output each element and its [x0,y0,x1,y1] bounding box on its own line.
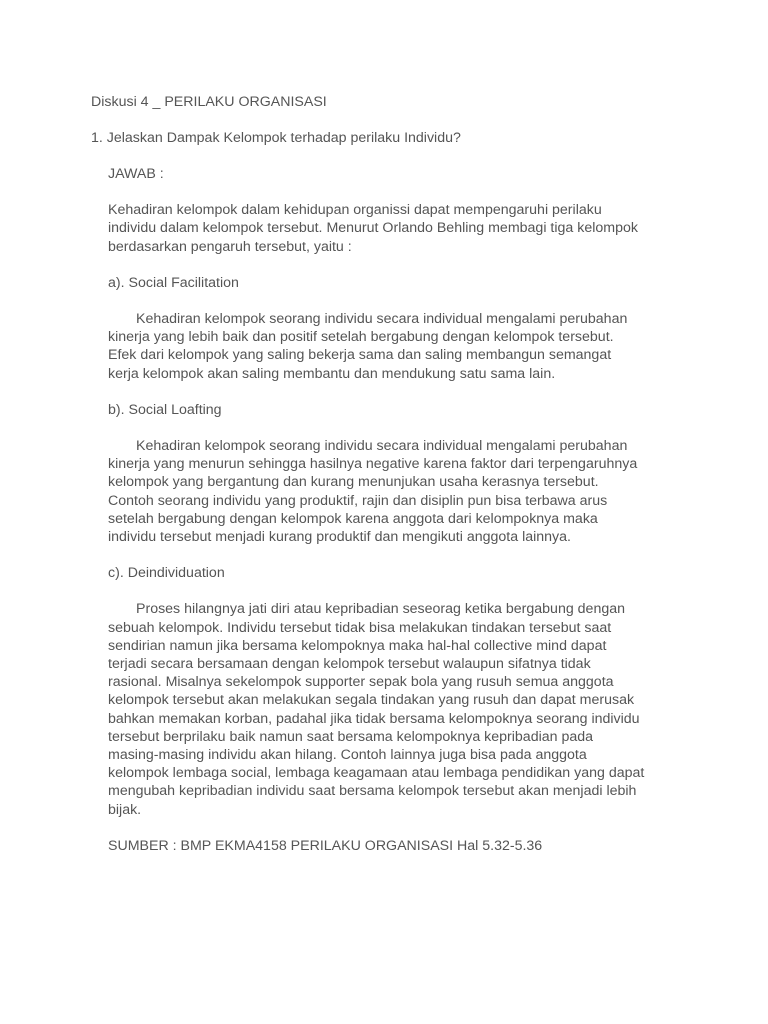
intro-line: Kehadiran kelompok dalam kehidupan organissi dapat mempengaruhi perilaku [108,202,602,219]
section-line: masing-masing individu akan hilang. Contoh lainnya juga bisa pada anggota [108,747,587,764]
section-line: kelompok lembaga social, lembaga keagamaan atau lembaga pendidikan yang dapat [108,765,645,782]
section-line-text: Kehadiran kelompok seorang individu secara individual mengalami perubahan [136,311,628,328]
section-line: Efek dari kelompok yang saling bekerja sama dan saling membangun semangat [108,347,612,364]
section-heading-deindividuation: c). Deindividuation [108,565,225,582]
section-line: bahkan memakan korban, padahal jika tidak bersama kelompoknya seorang individu [108,710,640,727]
section-line-text: Proses hilangnya jati diri atau kepribadian seseorag ketika bergabung dengan [136,601,626,618]
section-heading-social-facilitation: a). Social Facilitation [108,274,239,291]
section-line: bijak. [108,801,142,818]
section-line: tersebut berprilaku baik namun saat bersama kelompoknya kepribadian pada [108,728,594,745]
section-line: individu tersebut menjadi kurang produktif dan mengikuti anggota lainnya. [108,529,571,546]
section-line: sebuah kelompok. Individu tersebut tidak bisa melakukan tindakan tersebut saat [108,619,612,636]
section-line: kerja kelompok akan saling membantu dan mendukung satu sama lain. [108,365,556,382]
section-line: kelompok yang bergantung dan kurang menunjukan usaha kerasnya tersebut. [108,474,599,491]
section-line: mengubah kepribadian individu saat bersama kelompok tersebut akan menjadi lebih [108,783,637,800]
section-line [108,600,678,618]
section-heading-social-loafting: b). Social Loafting [108,401,222,418]
intro-line: berdasarkan pengaruh tersebut, yaitu : [108,238,352,255]
section-line: setelah bergabung dengan kelompok karena anggota dari kelompoknya maka [108,510,598,527]
section-line: Contoh seorang individu yang produktif, rajin dan disiplin pun bisa terbawa arus [108,492,608,509]
section-line: kelompok tersebut akan melakukan segala tindakan yang rusuh dan dapat merusak [108,692,635,709]
section-line: terjadi secara bersamaan dengan kelompok tersebut walaupun sifatnya tidak [108,656,591,673]
section-line: rasional. Misalnya sekelompok supporter sepak bola yang rusuh semua anggota [108,674,614,691]
section-line-text: Kehadiran kelompok seorang individu secara individual mengalami perubahan [136,438,628,455]
question-text: 1. Jelaskan Dampak Kelompok terhadap perilaku Individu? [91,130,461,146]
section-line: kinerja yang menurun sehingga hasilnya negative karena faktor dari terpengaruhnya [108,456,638,473]
source-reference: SUMBER : BMP EKMA4158 PERILAKU ORGANISASI Hal 5.32-5.36 [108,837,543,854]
section-line: sendirian namun jika bersama kelompoknya maka hal-hal collective mind dapat [108,637,607,654]
answer-label: JAWAB : [108,166,164,182]
document-title: Diskusi 4 _ PERILAKU ORGANISASI [91,94,327,110]
section-line [108,310,678,328]
intro-line: individu dalam kelompok tersebut. Menurut Orlando Behling membagi tiga kelompok [108,220,638,237]
answer-body [108,165,678,855]
section-line: kinerja yang lebih baik dan positif setelah bergabung dengan kelompok tersebut. [108,329,614,346]
section-line [108,437,678,455]
